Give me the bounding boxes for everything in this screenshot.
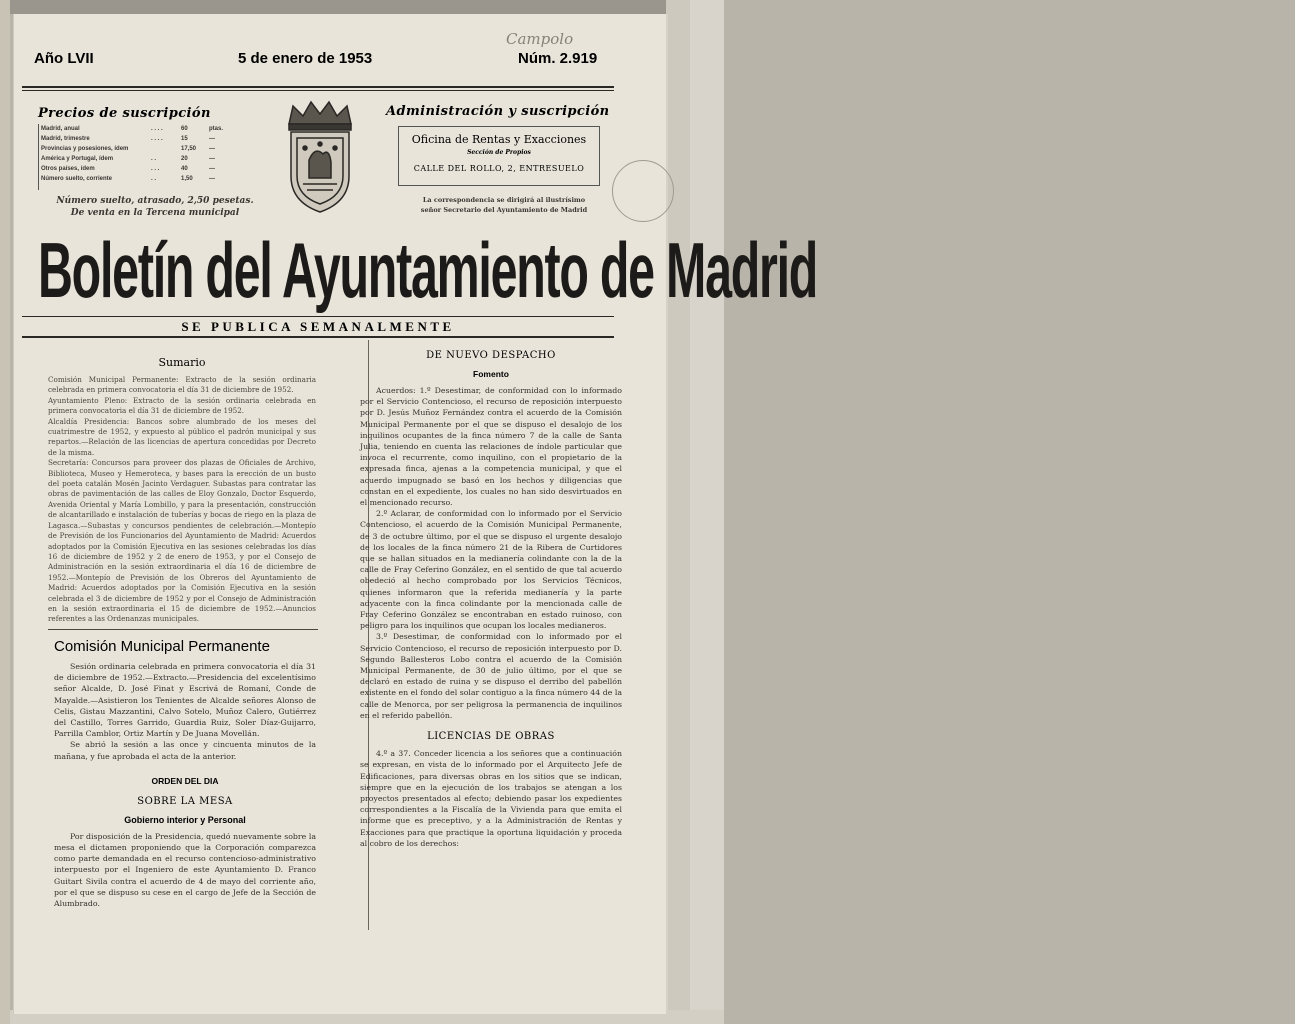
sobre-la-mesa: SOBRE LA MESA <box>137 795 233 807</box>
comision-body <box>54 661 316 762</box>
correspondence-note-2: señor Secretario del Ayuntamiento de Madrid <box>420 206 588 214</box>
sumario-section <box>48 356 316 625</box>
licencias-heading: LICENCIAS DE OBRAS <box>427 731 555 743</box>
subscription-note-back-issue: Número suelto, atrasado, 2,50 pesetas. <box>56 196 254 206</box>
price-row: Provincias y posesiones, ídem 17,50 — <box>41 146 215 152</box>
gobierno-interior-heading: Gobierno interior y Personal <box>124 814 246 825</box>
office-section: Sección de Propios <box>467 149 531 156</box>
comision-paragraph: Se abrió la sesión a las once y cincuenta minutos de la mañana, y fue aprobada el acta de la anterior. <box>54 740 316 761</box>
scan-binding <box>0 0 10 1024</box>
comision-title: Comisión Municipal Permanente <box>54 638 270 655</box>
office-address: CALLE DEL ROLLO, 2, ENTRESUELO <box>413 164 585 173</box>
correspondence-note-1: La correspondencia se dirigirá al ilustrísimo <box>422 196 586 204</box>
despacho-paragraph: 4.º a 37. Conceder licencia a los señores que a continuación se expresan, en vista de lo informado por el Arquitecto Jefe de Edificaciones, para diversas obras en los sitios que se indican, siempre que en la ejecución de los trabajos se atengan a los proyectos presentados al efecto; debiendo pasar los expedientes correspondientes a la Fiscalía de la Vivienda para que emita el informe que es preceptivo, y a la Administración de Rentas y Exacciones para que practique la oportuna liquidación y proceda al cobro de los derechos: <box>360 749 622 848</box>
despacho-paragraph: 3.º Desestimar, de conformidad con lo informado por el Servicio Contencioso, el recurso de reposición interpuesto por D. Segundo Ballesteros Lobo contra el acuerdo de la Comisión Municipal Permanente, de 30 de julio último, por el que se declaró en estado de ruina y se dispuso el derribo del pabellón existente en el fondo del solar contiguo a la finca número 44 de la calle de Menorca, por ser peligrosa la permanencia de inquilinos en el referido pabellón. <box>360 632 622 720</box>
price-table <box>38 124 251 190</box>
price-row: Otros países, ídem . . . 40 — <box>41 166 215 172</box>
licencias-body <box>360 748 622 849</box>
sumario-body <box>48 375 316 625</box>
despacho-paragraph: Acuerdos: 1.º Desestimar, de conformidad con lo informado por el Servicio Contencioso, el recurso de reposición interpuesto por D. Jesús Muñoz Fernández contra el acuerdo de la Comisión Municipal Permanente por el que se dispuso el desalojo de los inquilinos ocupantes de la finca número 7 de la calle de Santa Julia, teniendo en cuenta las relaciones de índole particular que invoca el recurrente, como inquilino, con el propietario de la expresada finca, ajenas a la competencia municipal, y que el acuerdo impugnado se basó en los hechos y diligencias que constan en el expediente, los cuales no han sido desvirtuados en el mencionado recurso. <box>360 386 622 508</box>
scan-right-edge-light <box>690 0 724 1024</box>
sumario-paragraph: Comisión Municipal Permanente: Extracto de la sesión ordinaria celebrada en primera convocatoria el día 31 de diciembre de 1952. <box>48 375 316 395</box>
despacho-section <box>360 350 622 849</box>
tagline-rule <box>22 336 614 338</box>
header-rule <box>22 86 614 88</box>
despacho-body <box>360 385 622 721</box>
orden-del-dia: ORDEN DEL DIA <box>151 775 219 786</box>
administration-title: Administración y suscripción <box>386 104 610 119</box>
price-row: Madrid, trimestre . . . . 15 — <box>41 136 215 142</box>
scan-top-edge <box>0 0 724 14</box>
subscription-title: Precios de suscripción <box>38 106 211 121</box>
comision-paragraph: Por disposición de la Presidencia, quedó nuevamente sobre la mesa el dictamen proponiendo que la Corporación comparezca como parte demandada en el recurso contencioso-administrativo interpuesto por el Ingeniero de este Ayuntamiento D. Franco Guitart Sivila contra el acuerdo de 4 de mayo del corriente año, por el que se dispuso su cese en el cargo de Jefe de la Sección de Alumbrado. <box>54 831 316 909</box>
masthead-title: Boletín del Ayuntamiento de Madrid <box>38 226 818 314</box>
sumario-rule <box>48 629 318 630</box>
despacho-paragraph: 2.º Aclarar, de conformidad con lo informado por el Servicio Contencioso, el acuerdo de la Comisión Municipal Permanente, de 3 de octubre último, por el que se dispuso el urgente desalojo de los locales de la finca número 21 de la Ribera de Curtidores que se hallan situados en la medianería colindante con la de la calle de Fray Ceferino González, en el sentido de que tal acuerdo obedeció al hecho comprobado por los Servicios Técnicos, quienes informaron que la referida medianería y la parte adyacente con la finca colindante por la mencionada calle de Fray Ceferino González se encontraban en estado ruinoso, con peligro para los inquilinos que ocupan los locales medianeros. <box>360 509 622 631</box>
sumario-title: Sumario <box>158 356 206 369</box>
madrid-coat-of-arms-icon <box>279 98 361 216</box>
price-row: Número suelto, corriente . . 1,50 — <box>41 176 215 182</box>
fomento-heading: Fomento <box>473 369 509 379</box>
comision-body-2 <box>54 831 316 909</box>
issue-number: Núm. 2.919 <box>518 50 598 67</box>
masthead-rule <box>22 316 614 317</box>
issue-year: Año LVII <box>34 50 94 67</box>
office-name: Oficina de Rentas y Exacciones <box>411 133 587 146</box>
price-row: América y Portugal, ídem . . 20 — <box>41 156 215 162</box>
price-row: Madrid, anual . . . . 60 ptas. <box>41 126 224 132</box>
header-rule-thin <box>22 90 614 91</box>
handwritten-note: Campolo <box>506 30 574 48</box>
sumario-paragraph: Ayuntamiento Pleno: Extracto de la sesión ordinaria celebrada en primera convocatoria el día 31 de diciembre de 1952. <box>48 395 316 416</box>
subscription-note-sale: De venta en la Tercena municipal <box>70 208 240 218</box>
sumario-paragraph: Secretaría: Concursos para proveer dos plazas de Oficiales de Archivo, Biblioteca, Museo y Hemeroteca, y bases para la erección de un busto del poeta catalán Mosén Jacinto Verdaguer. Subastas para contratar las obras de pavimentación de las calles de Eloy Gonzalo, Doctor Esquerdo, Avenida Oriental y María Lombillo, y para la presentación, construcción de alcantarillado e instalación de tuberías y bocas de riego en la plaza de Lagasca.—Subastas y concursos pendientes de celebración.—Montepío de Previsión de los Funcionarios del Ayuntamiento de Madrid: Acuerdos adoptados por la Comisión Ejecutiva en las sesiones celebradas los días 16 de diciembre de 1952 y 2 de enero de 1953, y por el Consejo de Administración en la sesión extraordinaria el día 16 de diciembre de 1952.—Montepío de Previsión de los Obreros del Ayuntamiento de Madrid: Acuerdos adoptados por la Comisión Ejecutiva en la sesión celebrada el 3 de diciembre de 1952 y por el Consejo de Administración en la sesión extraordinaria el 15 de diciembre de 1952.—Anuncios referentes a las Ordenanzas municipales. <box>48 458 316 624</box>
tagline: SE PUBLICA SEMANALMENTE <box>181 319 455 334</box>
despacho-title: DE NUEVO DESPACHO <box>426 350 556 361</box>
comision-section <box>54 638 316 909</box>
comision-paragraph: Sesión ordinaria celebrada en primera convocatoria el día 31 de diciembre de 1952.—Extracto.—Presidencia del excelentísimo señor Alcalde, D. José Finat y Escrivá de Romaní, Conde de Mayalde.—Asistieron los Tenientes de Alcalde señores Alonso de Celis, Gistau Mazzantini, Calvo Sotelo, Muñoz Calero, Gutiérrez del Castillo, Torres Garrido, Guardia Ruiz, Soler Díaz-Guijarro, Parrilla Camblor, Ortiz Martín y De Juana Movellán. <box>54 662 316 739</box>
office-box <box>398 126 600 186</box>
sumario-paragraph: Alcaldía Presidencia: Bancos sobre alumbrado de los meses del cuatrimestre de 1952, y expuesto al público el padrón municipal y sus repartos.—Relación de las licencias de apertura concedidas por Decreto de la misma. <box>48 416 316 457</box>
issue-date: 5 de enero de 1953 <box>238 50 373 67</box>
